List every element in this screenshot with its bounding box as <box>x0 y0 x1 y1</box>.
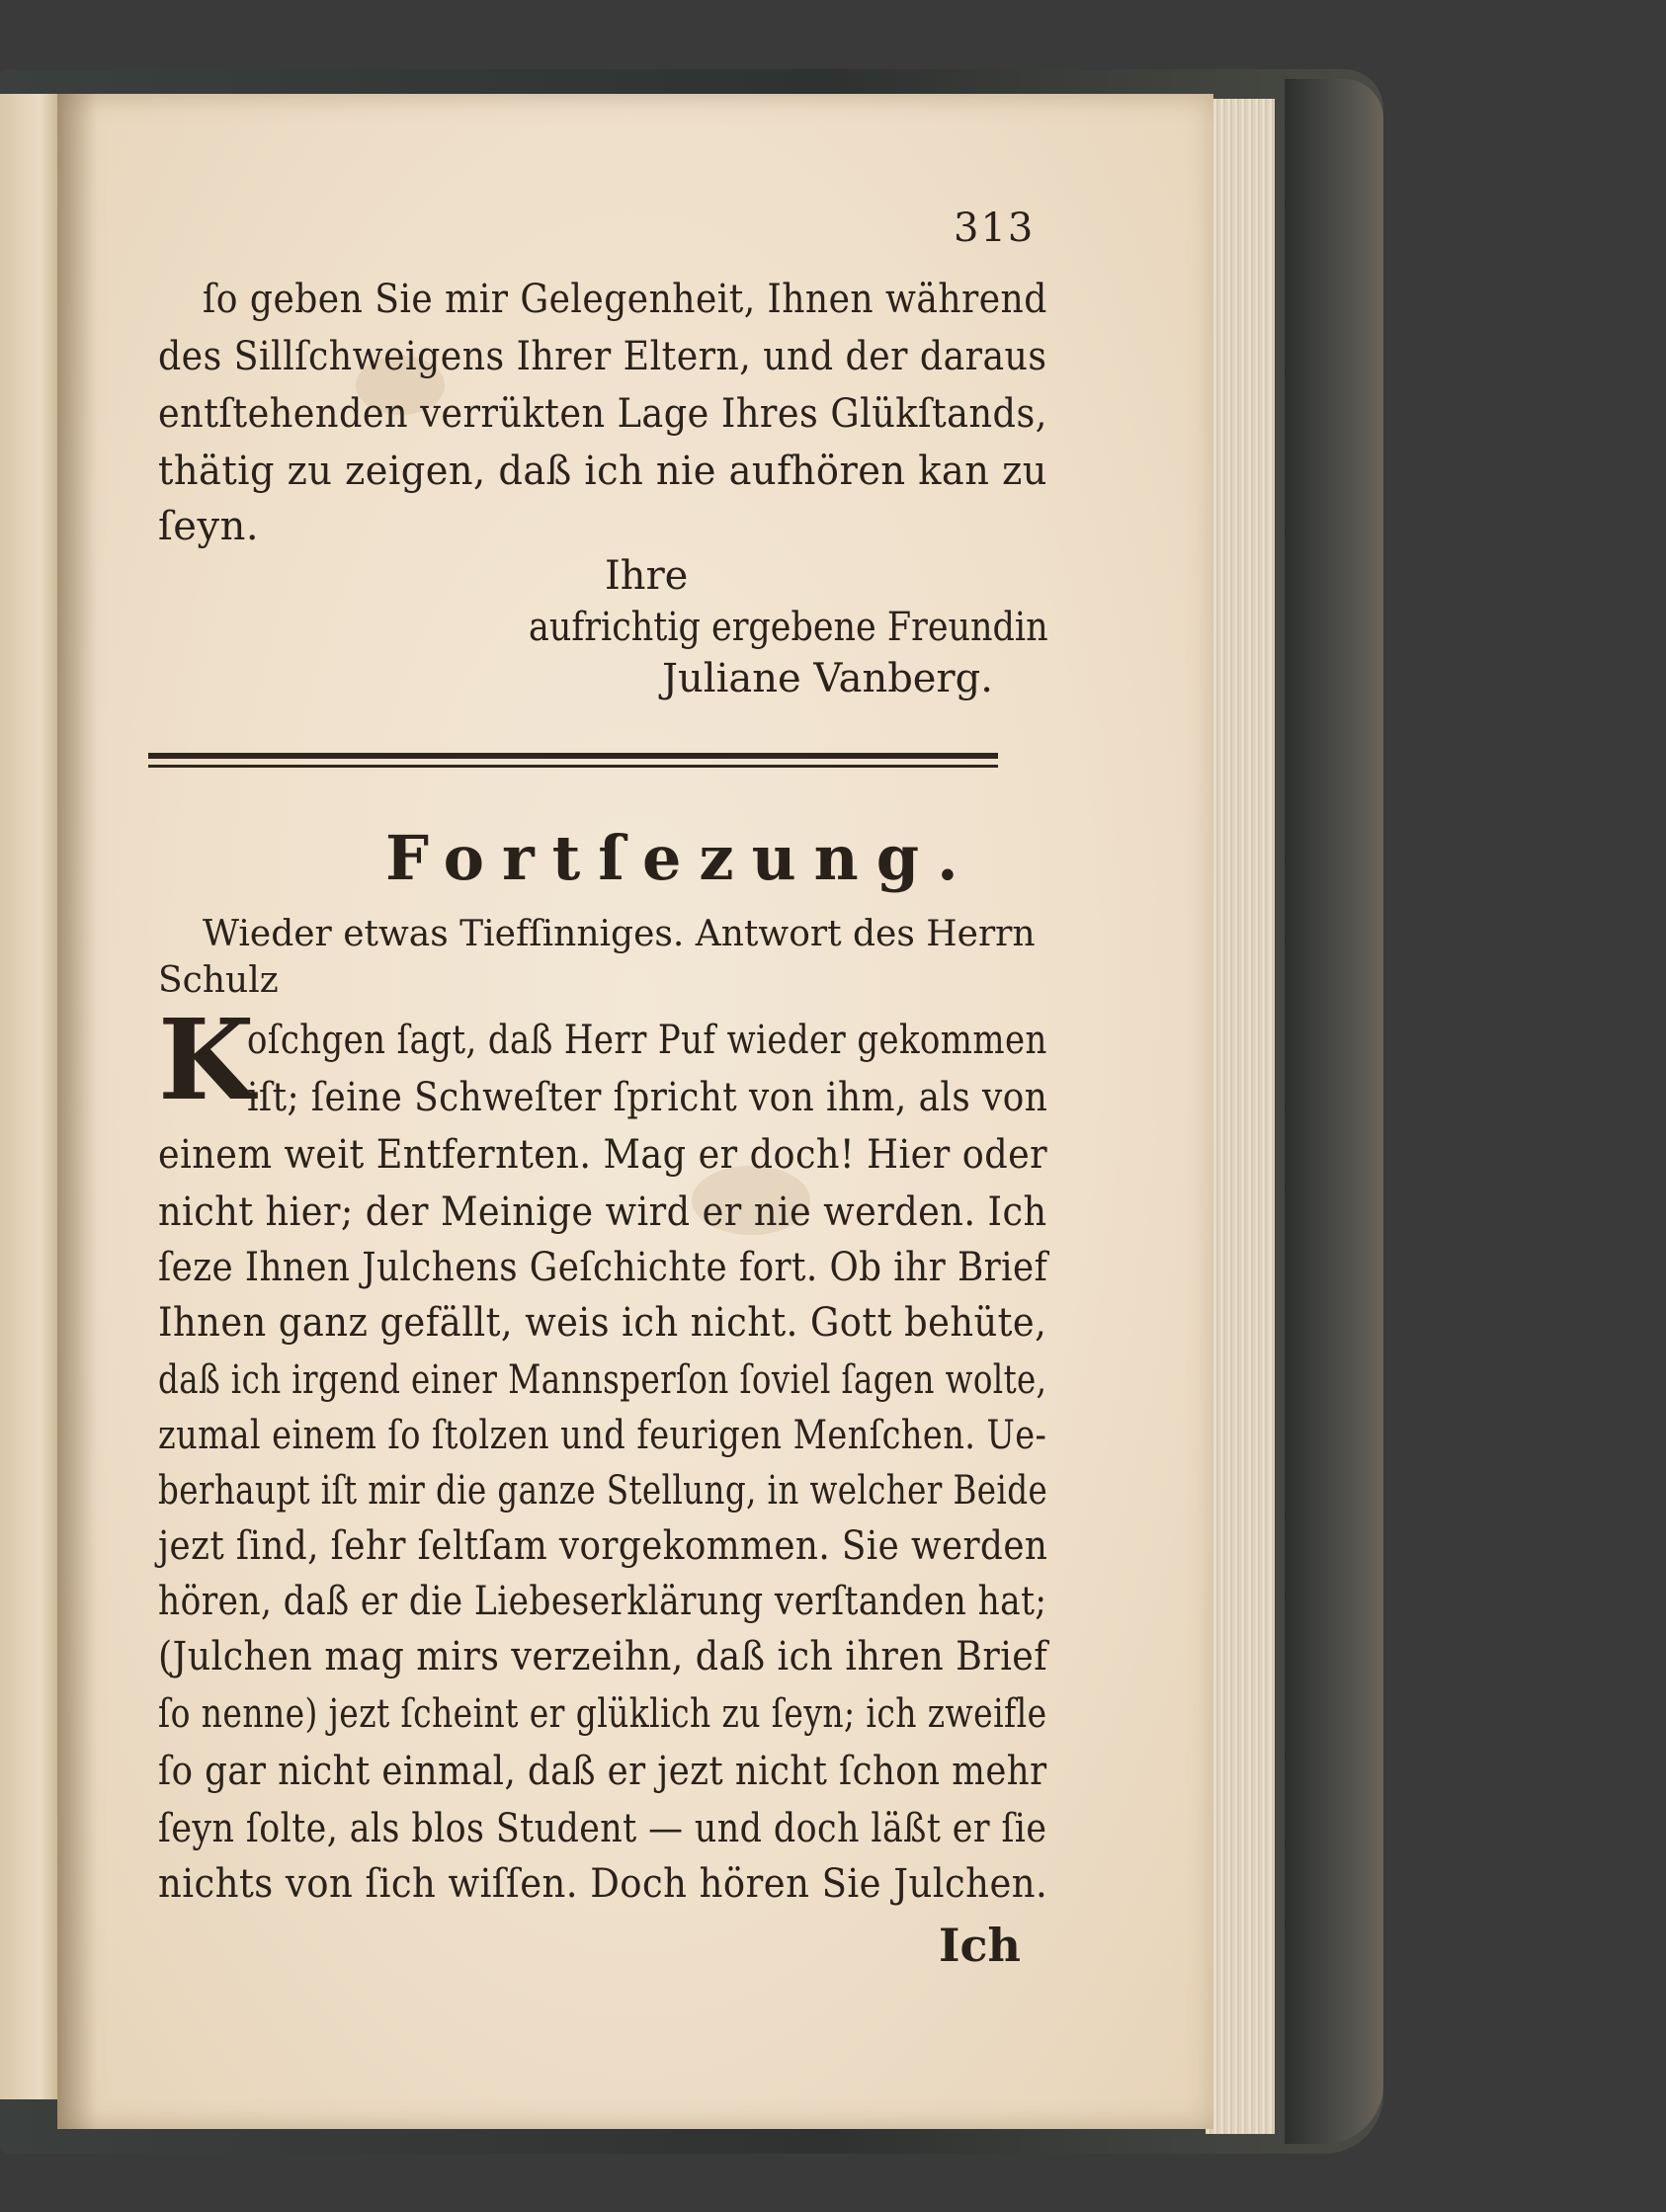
previous-page-edge <box>0 94 59 2099</box>
body-line: (Julchen mag mirs verzeihn, daß ich ihren Brief <box>158 1634 1048 1679</box>
gutter-shadow <box>57 94 97 2129</box>
closing-salutation: Ihre <box>605 553 689 599</box>
closing-signoff: aufrichtig ergebene Freundin <box>529 605 1048 650</box>
body-line: hören, daß er die Liebeserklärung verſtanden hat; <box>158 1579 1047 1624</box>
body-line: zumal einem ſo ſtolzen und feurigen Menſchen. Ue- <box>158 1413 1047 1458</box>
drop-cap: K <box>158 996 255 1125</box>
letter-line: des Sillſchweigens Ihrer Eltern, und der daraus <box>158 334 1047 379</box>
body-line: einem weit Entfernten. Mag er doch! Hier oder <box>158 1132 1048 1178</box>
page-number: 313 <box>954 205 1036 251</box>
body-line: jezt ſind, ſehr ſeltſam vorgekommen. Sie werden <box>158 1523 1048 1569</box>
body-line: ſeze Ihnen Julchens Geſchichte fort. Ob ihr Brief <box>158 1245 1048 1290</box>
section-rule <box>148 753 998 759</box>
body-line: oſchgen ſagt, daß Herr Puf wieder gekommen <box>247 1018 1047 1063</box>
body-line: nicht hier; der Meinige wird er nie werden. Ich <box>158 1189 1047 1235</box>
catchword: Ich <box>939 1919 1021 1972</box>
body-line: iſt; ſeine Schweſter ſpricht von ihm, als von <box>247 1075 1048 1120</box>
body-line: ſo gar nicht einmal, daß er jezt nicht ſchon mehr <box>158 1749 1047 1794</box>
body-line: ſeyn ſolte, als blos Student — und doch läßt er ſie <box>158 1806 1047 1851</box>
letter-line: ſeyn. <box>158 504 260 549</box>
letter-line: thätig zu zeigen, daß ich nie aufhören kan zu <box>158 449 1047 494</box>
body-line: daß ich irgend einer Mannsperſon ſoviel ſagen wolte, <box>158 1357 1047 1403</box>
letter-line: ſo geben Sie mir Gelegenheit, Ihnen während <box>203 277 1047 322</box>
body-line: nichts von ſich wiſſen. Doch hören Sie Julchen. <box>158 1861 1048 1907</box>
section-rule-thin <box>148 765 998 768</box>
section-summary-line: Schulz <box>158 960 279 1001</box>
page-stack-edge <box>1206 99 1275 2134</box>
body-line: Ihnen ganz gefällt, weis ich nicht. Gott behüte, <box>158 1300 1047 1346</box>
closing-name: Juliane Vanberg. <box>662 656 993 701</box>
letter-line: entſtehenden verrükten Lage Ihres Glükſtands, <box>158 391 1047 437</box>
body-line: ſo nenne) jezt ſcheint er glüklich zu ſeyn; ich zweifle <box>158 1691 1047 1737</box>
cover-edge <box>1285 79 1383 2144</box>
section-heading: Fortſezung. <box>385 822 976 894</box>
body-line: berhaupt iſt mir die ganze Stellung, in welcher Beide <box>158 1468 1048 1514</box>
section-summary-line: Wieder etwas Tiefſinniges. Antwort des Herrn <box>203 914 1036 954</box>
